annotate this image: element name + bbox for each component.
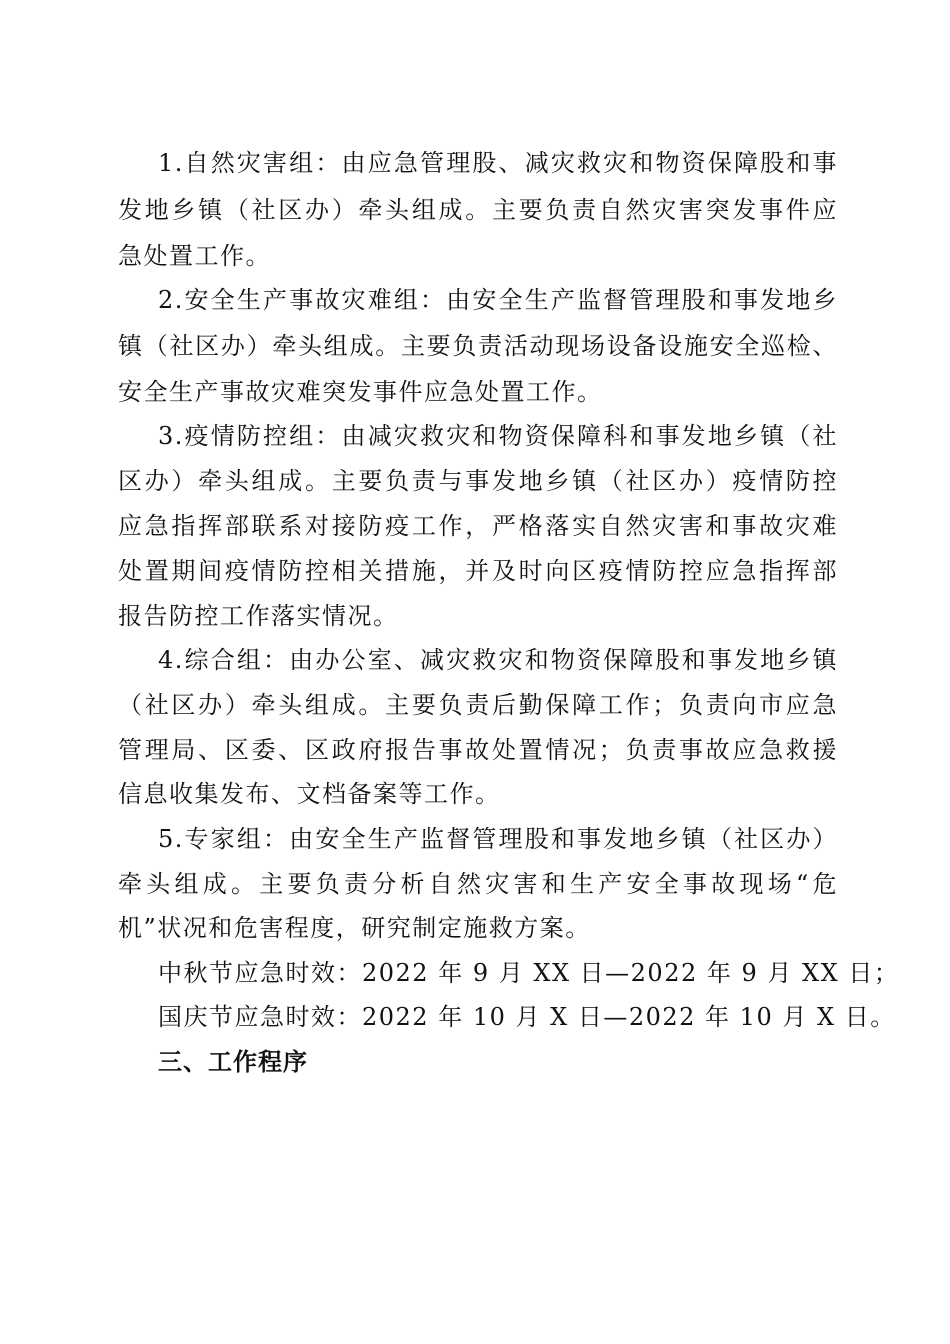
paragraph-3-line-2: 区办）牵头组成。主要负责与事发地乡镇（社区办）疫情防控 <box>118 467 838 495</box>
paragraph-2-line-2: 镇（社区办）牵头组成。主要负责活动现场设备设施安全巡检、 <box>118 332 838 360</box>
paragraph-4-line-1: 4.综合组：由办公室、减灾救灾和物资保障股和事发地乡镇 <box>158 646 838 674</box>
paragraph-5-line-1: 5.专家组：由安全生产监督管理股和事发地乡镇（社区办） <box>158 825 838 853</box>
paragraph-1-line-2: 发地乡镇（社区办）牵头组成。主要负责自然灾害突发事件应 <box>118 196 838 224</box>
paragraph-3-line-3: 应急指挥部联系对接防疫工作，严格落实自然灾害和事故灾难 <box>118 512 838 540</box>
paragraph-1-line-1: 1.自然灾害组：由应急管理股、减灾救灾和物资保障股和事 <box>158 149 838 177</box>
paragraph-2-line-1: 2.安全生产事故灾难组：由安全生产监督管理股和事发地乡 <box>158 286 838 314</box>
paragraph-3-line-1: 3.疫情防控组：由减灾救灾和物资保障科和事发地乡镇（社 <box>158 422 838 450</box>
paragraph-4-line-3: 管理局、区委、区政府报告事故处置情况；负责事故应急救援 <box>118 736 838 764</box>
paragraph-2-line-3: 安全生产事故灾难突发事件应急处置工作。 <box>118 378 603 406</box>
paragraph-5-line-2: 牵头组成。主要负责分析自然灾害和生产安全事故现场“危 <box>118 870 838 898</box>
paragraph-5-line-3: 机”状况和危害程度，研究制定施救方案。 <box>118 914 591 942</box>
paragraph-4-line-4: 信息收集发布、文档备案等工作。 <box>118 780 501 808</box>
section-heading: 三、工作程序 <box>158 1048 308 1076</box>
mid-autumn-period: 中秋节应急时效：2022 年 9 月 XX 日—2022 年 9 月 XX 日； <box>158 959 900 987</box>
paragraph-3-line-5: 报告防控工作落实情况。 <box>118 602 399 630</box>
paragraph-1-line-3: 急处置工作。 <box>118 242 271 270</box>
paragraph-3-line-4: 处置期间疫情防控相关措施，并及时向区疫情防控应急指挥部 <box>118 557 838 585</box>
paragraph-4-line-2: （社区办）牵头组成。主要负责后勤保障工作；负责向市应急 <box>118 691 838 719</box>
national-day-period: 国庆节应急时效：2022 年 10 月 X 日—2022 年 10 月 X 日。 <box>158 1003 896 1031</box>
